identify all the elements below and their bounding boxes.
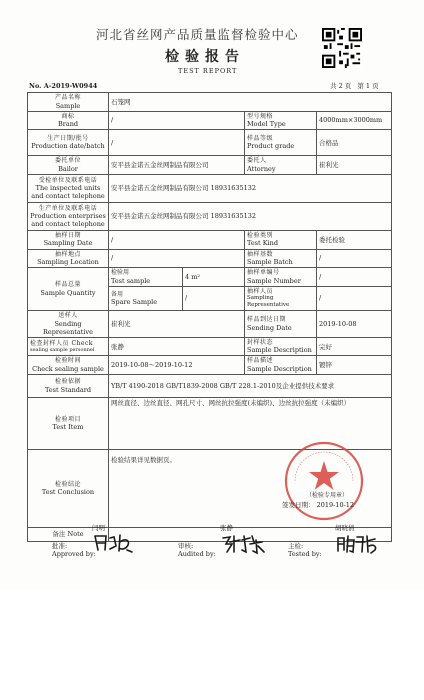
page-total: 共 2 页: [330, 82, 352, 90]
row-production-date: 生产日期/批号 Production date/batch / 样品等级 Product grade 合格品: [28, 130, 392, 156]
page-current: 第 1 页: [357, 82, 379, 90]
row-inspected: 受检单位及联系电话 The inspected units and contact telephone 安平县金诺五金丝网制品有限公司 18931635132: [28, 174, 392, 202]
audited-label: 审核: Audited by:: [178, 542, 216, 558]
grade-value: 合格品: [317, 130, 392, 156]
tester-printed-name: 胡晓倩: [335, 524, 355, 532]
row-test-standard: 检验依据 Test Standard YB/T 4190-2018 GB/T1839-2008 GB/T 228.1-2010及企业提供技术要求: [28, 375, 392, 398]
check-date-value: 2019-10-08～2019-10-12: [109, 356, 245, 375]
seal-label: （检验专用章）: [306, 492, 349, 499]
approved-label: 批准: Approved by:: [52, 542, 96, 558]
sample-desc-value: 镀锌: [317, 356, 392, 375]
row-note: 备注 Note: [28, 528, 392, 542]
report-number: No. A-2019-W0944: [29, 82, 98, 90]
row-check-personnel: 检查封样人员 Check sealing sample personnel 张静 封样状态 Sample Description 完好: [28, 337, 392, 356]
check-personnel-value: 张静: [109, 337, 245, 356]
production-ent-value: 安平县金诺五金丝网制品有限公司 18931635132: [109, 202, 392, 230]
org-title: 河北省丝网产品质量监督检验中心: [96, 27, 299, 42]
row-sampling-location: 抽样地点 Sampling Location / 抽样基数 Sample Batch /: [28, 249, 392, 268]
model-value: 4000mm×3000mm: [317, 111, 392, 130]
test-sample-value: 4 m²: [183, 268, 245, 287]
row-sample-qty-1: 样品总量 Sample Quantity 检验用 Test sample 4 m² 抽样单编号 Sample Number /: [28, 268, 392, 287]
attorney-value: 崔利光: [317, 156, 392, 175]
test-item-value: 网丝直径、边丝直径、网孔尺寸、网丝抗拉强度(未编织)、边丝抗拉强度（未编织）: [109, 398, 392, 450]
row-sampling-date: 抽样日期 Sampling Date / 检验类别 Test Kind 委托检验: [28, 230, 392, 249]
row-bailor: 委托单位 Bailor 安平县金诺五金丝网制品有限公司 委托人 Attorney 崔利光: [28, 156, 392, 175]
approver-printed-name: 闫明: [92, 524, 105, 532]
seal-status-value: 完好: [317, 337, 392, 356]
qr-code-icon: [322, 28, 362, 68]
auditor-printed-name: 张静: [220, 524, 233, 532]
report-title-cn: 检验报告: [165, 49, 245, 65]
row-test-item: 检验项目 Test Item 网丝直径、边丝直径、网孔尺寸、网丝抗拉强度(未编织)、边丝抗拉强度（未编织）: [28, 398, 392, 450]
row-product: 产品名称 Sample 石笼网: [28, 93, 392, 112]
report-title-en: TEST REPORT: [178, 67, 238, 75]
row-sample-qty-2: 备用 Spare Sample / 抽样人员 Sampling Representative /: [28, 286, 392, 310]
page-info: [330, 81, 383, 90]
row-conclusion: 检验结论 Test Conclusion 检验结果详见数据页。: [28, 450, 392, 528]
row-production-ent: 生产单位及联系电话 Production enterprises and contact telephone 安平县金诺五金丝网制品有限公司 18931635132: [28, 202, 392, 230]
bailor-value: 安平县金诺五金丝网制品有限公司: [109, 156, 245, 175]
row-brand: 商标 Brand / 型号规格 Model Type 4000mm×3000mm: [28, 111, 392, 130]
approver-signature-icon: [92, 532, 134, 554]
inspected-value: 安平县金诺五金丝网制品有限公司 18931635132: [109, 174, 392, 202]
issue-date: 签发日期： 2019-10-12: [282, 501, 355, 509]
sending-date-value: 2019-10-08: [317, 311, 392, 338]
official-seal-icon: [283, 440, 365, 522]
test-standard-value: YB/T 4190-2018 GB/T1839-2008 GB/T 228.1-2010及企业提供技术要求: [109, 375, 392, 398]
row-sending: 送样人 Sending Representative 崔利光 样品到达日期 Sending Date 2019-10-08: [28, 311, 392, 338]
conclusion-value: 检验结果详见数据页。: [109, 450, 392, 528]
test-kind-value: 委托检验: [317, 230, 392, 249]
sending-rep-value: 崔利光: [109, 311, 245, 338]
product-name-value: 石笼网: [109, 93, 392, 112]
tester-signature-icon: [335, 532, 379, 556]
row-check-date: 检验时间 Check sealing sample 2019-10-08～2019-10-12 样品描述 Sample Description 镀锌: [28, 356, 392, 375]
auditor-signature-icon: [220, 532, 266, 556]
tested-label: 主检: Tested by:: [288, 542, 322, 558]
